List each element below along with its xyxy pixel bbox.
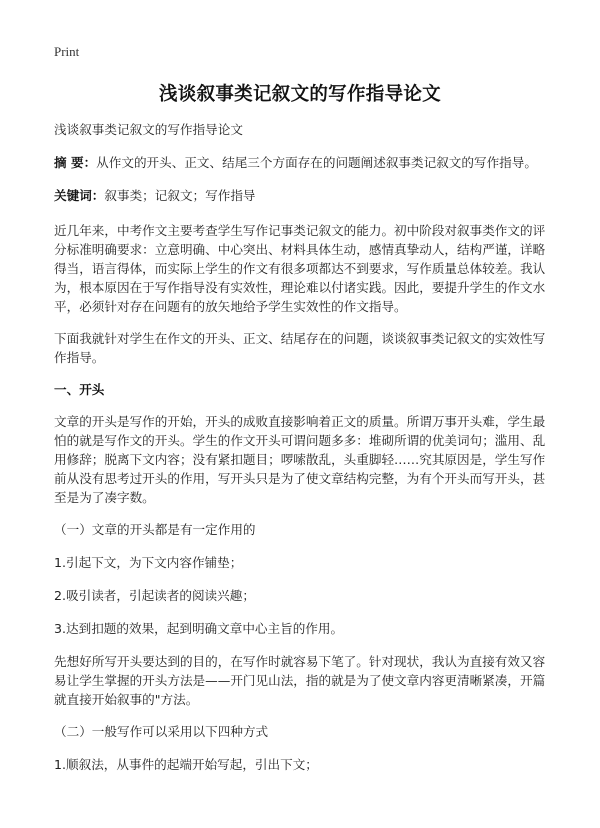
plan-paragraph: 下面我就针对学生在作文的开头、正文、结尾存在的问题，谈谈叙事类记叙文的实效性写作指导。 [54, 331, 546, 365]
article-body [54, 120, 554, 788]
print-link[interactable]: Print [54, 44, 80, 59]
article-subtitle: 浅谈叙事类记叙文的写作指导论文 [54, 122, 243, 137]
method-paragraph: 先想好所写开头要达到的目的，在写作时就容易下笔了。针对现状，我认为直接有效又容易让学生掌握的开头方法是——开门见山法，指的就是为了使文章内容更清晰紧凑，开篇就直接开始叙事的"方法。 [54, 654, 546, 707]
keywords [54, 186, 554, 205]
section-heading-opening: 一、开头 [54, 382, 105, 397]
keywords-label: 关键词： [54, 188, 105, 203]
abstract [54, 153, 554, 172]
opening-paragraph: 文章的开头是写作的开始，开头的成败直接影响着正文的质量。所谓万事开头难，学生最怕的就是写作文的开头。学生的作文开头可谓问题多多：堆砌所谓的优美词句；滥用、乱用修辞；脱离下文内容；没有紧扣题目；啰嗦散乱，头重脚轻……究其原因是，学生写作前从没有思考过开头的作用，写开头只是为了使文章结构完整，为有个开头而写开头，甚至是为了凑字数。 [54, 414, 546, 505]
list-item: 1.引起下文，为下文内容作铺垫； [54, 555, 243, 570]
list-item: 1.顺叙法，从事件的起端开始写起，引出下文； [54, 757, 318, 772]
abstract-text: 从作文的开头、正文、结尾三个方面存在的问题阐述叙事类记叙文的写作指导。 [96, 155, 537, 170]
intro-paragraph: 近几年来，中考作文主要考查学生写作记事类记叙文的能力。初中阶段对叙事类作文的评分标准明确要求：立意明确、中心突出、材料具体生动，感情真挚动人，结构严谨，详略得当，语言得体，而实际上学生的作文有很多项都达不到要求，写作质量总体较差。我认为，根本原因在于写作指导没有实效性，理论难以付诸实践。因此，要提升学生的作文水平，必须针对存在问题有的放矢地给予学生实效性的作文指导。 [54, 223, 546, 314]
keywords-text: 叙事类；记叙文；写作指导 [104, 188, 256, 203]
list-item: 3.达到扣题的效果，起到明确文章中心主旨的作用。 [54, 621, 344, 636]
subsection-heading-purpose: （一）文章的开头都是有一定作用的 [54, 522, 256, 537]
abstract-label: 摘 要： [54, 155, 97, 170]
subsection-heading-methods: （二）一般写作可以采用以下四种方式 [54, 724, 269, 739]
list-item: 2.吸引读者，引起读者的阅读兴趣； [54, 588, 255, 603]
page-title: 浅谈叙事类记叙文的写作指导论文 [158, 84, 441, 105]
